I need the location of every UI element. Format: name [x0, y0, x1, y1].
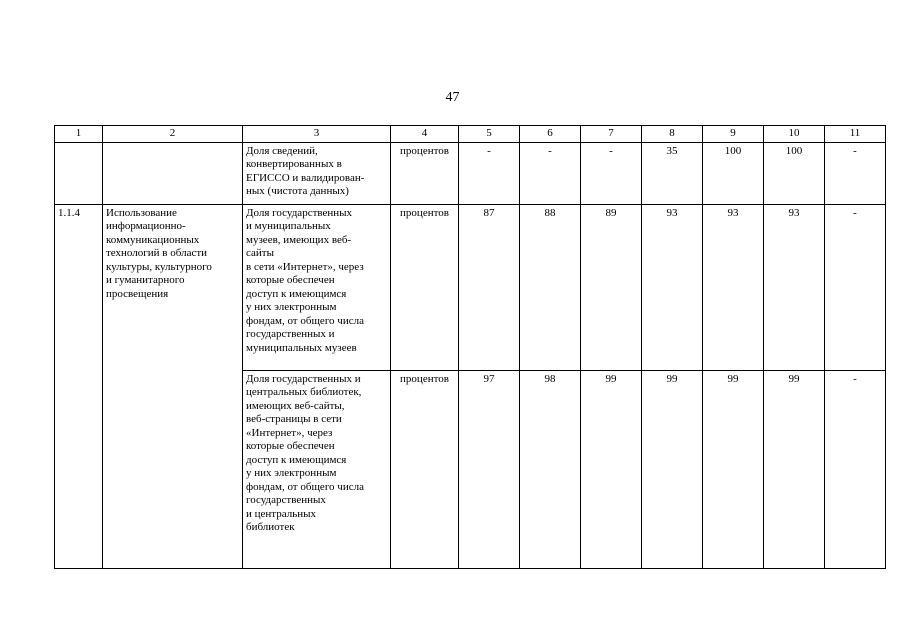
indicator-line: сайты	[246, 247, 274, 259]
indicators-table	[54, 125, 886, 569]
measure-name-line: коммуникационных	[106, 233, 200, 246]
unit-cell: процентов	[391, 370, 459, 568]
indicator-line: государственных	[246, 494, 326, 506]
indicator-line: доступ к имеющимся	[246, 287, 347, 300]
measure-name-line: культуры, культурного	[106, 260, 212, 273]
page-number: 47	[445, 90, 460, 105]
table-header-row	[55, 126, 886, 143]
column-header: 11	[825, 126, 886, 143]
value-cell: 99	[581, 370, 642, 568]
value-cell: 97	[459, 370, 520, 568]
value-cell: 100	[764, 142, 825, 204]
indicator-line: имеющих веб-сайты,	[246, 399, 345, 412]
indicator-line: ЕГИССО и валидирован-	[246, 171, 365, 184]
indicator-line: центральных библиотек,	[246, 386, 362, 398]
table-row	[55, 204, 886, 370]
value-cell: 88	[520, 204, 581, 370]
indicator-cell	[243, 142, 391, 204]
indicator-line: фондам, от общего числа	[246, 480, 364, 493]
measure-name-cell	[103, 142, 243, 204]
value-cell: 98	[520, 370, 581, 568]
indicator-line: муниципальных музеев	[246, 341, 357, 354]
column-header: 6	[520, 126, 581, 143]
value-cell: 100	[703, 142, 764, 204]
indicator-line: Доля сведений,	[246, 144, 318, 157]
value-cell: 99	[642, 370, 703, 568]
measure-name-cell	[103, 204, 243, 568]
unit-cell: процентов	[391, 204, 459, 370]
indicator-line: библиотек	[246, 521, 295, 533]
indicator-line: Доля государственных	[246, 206, 353, 219]
measure-name-line: просвещения	[106, 287, 169, 300]
value-cell: 99	[703, 370, 764, 568]
value-cell: -	[825, 142, 886, 204]
indicator-line: веб-страницы в сети	[246, 413, 342, 425]
indicator-line: фондам, от общего числа	[246, 314, 364, 327]
value-cell: -	[459, 142, 520, 204]
indicator-line: Доля государственных и	[246, 372, 361, 385]
column-header: 8	[642, 126, 703, 143]
indicator-line: которые обеспечен	[246, 274, 335, 286]
column-header: 1	[55, 126, 103, 143]
indicator-line: государственных и	[246, 328, 335, 340]
indicator-line: и муниципальных	[246, 220, 331, 232]
column-header: 5	[459, 126, 520, 143]
column-header: 2	[103, 126, 243, 143]
unit-cell: процентов	[391, 142, 459, 204]
value-cell: 89	[581, 204, 642, 370]
table-row	[55, 142, 886, 204]
value-cell: -	[825, 204, 886, 370]
column-header: 10	[764, 126, 825, 143]
indicator-line: у них электронным	[246, 467, 337, 479]
value-cell: 35	[642, 142, 703, 204]
row-number-cell	[55, 142, 103, 204]
indicator-line: у них электронным	[246, 301, 337, 313]
measure-name-line: Использование	[106, 206, 177, 219]
measure-name-line: информационно-	[106, 220, 186, 232]
row-number-cell: 1.1.4	[55, 204, 103, 568]
indicator-line: музеев, имеющих веб-	[246, 233, 352, 246]
value-cell: 87	[459, 204, 520, 370]
indicator-line: и центральных	[246, 507, 316, 520]
value-cell: -	[520, 142, 581, 204]
indicator-line: доступ к имеющимся	[246, 453, 347, 466]
column-header: 4	[391, 126, 459, 143]
indicator-cell	[243, 370, 391, 568]
value-cell: 93	[642, 204, 703, 370]
value-cell: 99	[764, 370, 825, 568]
column-header: 3	[243, 126, 391, 143]
measure-name-line: и гуманитарного	[106, 274, 185, 286]
indicator-line: ных (чистота данных)	[246, 185, 349, 197]
column-header: 7	[581, 126, 642, 143]
value-cell: -	[581, 142, 642, 204]
indicator-cell	[243, 204, 391, 370]
measure-name-line: технологий в области	[106, 247, 208, 259]
value-cell: -	[825, 370, 886, 568]
value-cell: 93	[764, 204, 825, 370]
value-cell: 93	[703, 204, 764, 370]
indicator-line: конвертированных в	[246, 158, 342, 170]
indicator-line: «Интернет», через	[246, 426, 333, 439]
column-header: 9	[703, 126, 764, 143]
indicator-line: в сети «Интернет», через	[246, 260, 364, 273]
indicator-line: которые обеспечен	[246, 440, 335, 452]
